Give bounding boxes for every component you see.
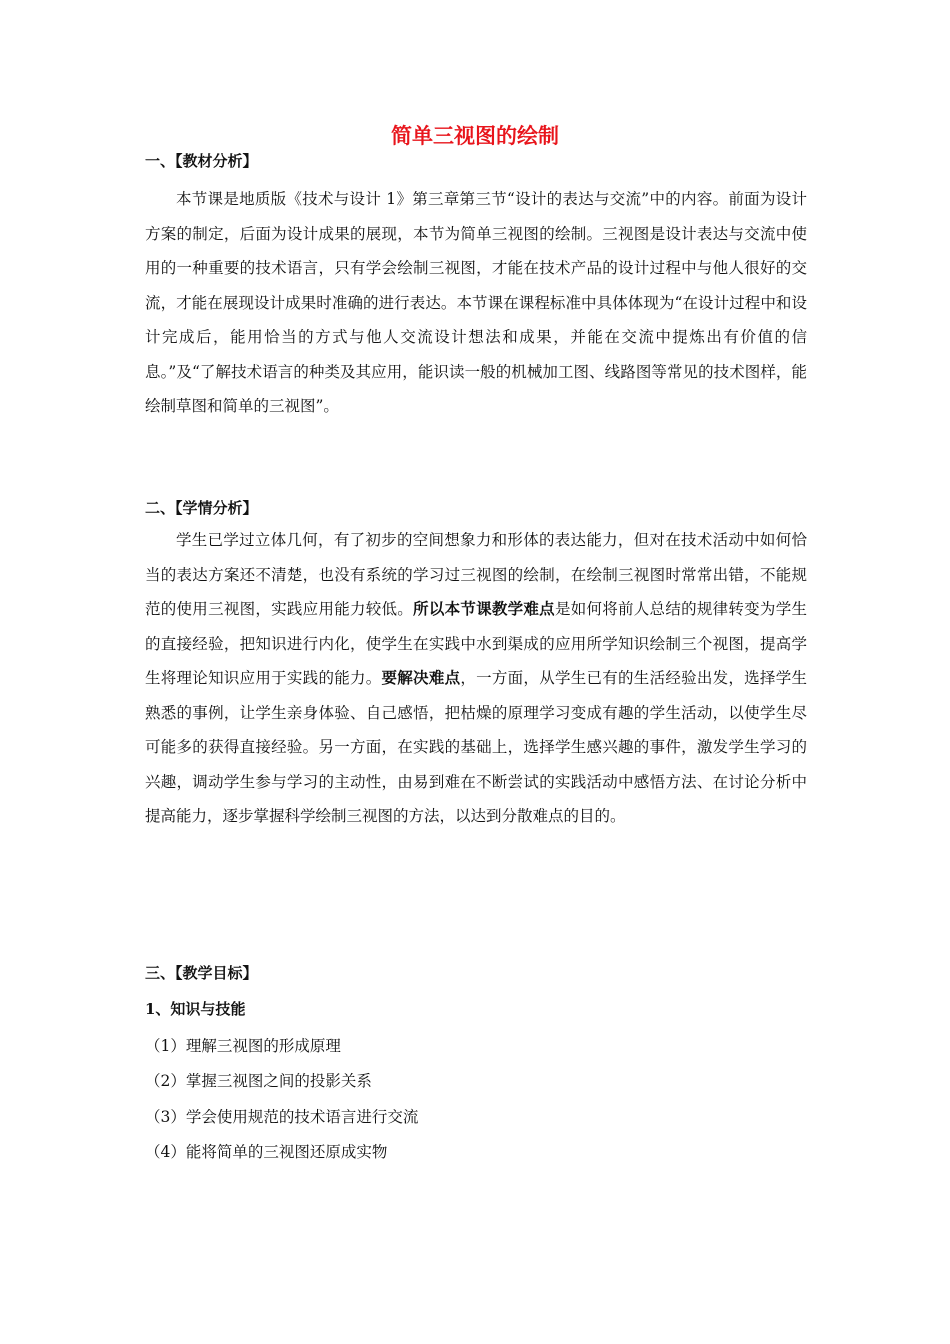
list-item: （3）学会使用规范的技术语言进行交流 <box>145 1108 419 1126</box>
section-heading-textbook-analysis: 一、【教材分析】 <box>145 152 258 170</box>
student-analysis-text-part1: 学生已学过立体几何，有了初步的空间想象力和形体的表达能力，但对在技术活动中如何恰当的表达方案还不清楚，也没有系统的学习过三视图的绘制，在绘制三视图时常常出错，不能规范的使用三视图，实践应用能力较低。 <box>145 531 807 618</box>
list-item: （2）掌握三视图之间的投影关系 <box>145 1072 372 1090</box>
student-analysis-text-part3: ，一方面，从学生已有的生活经验出发，选择学生熟悉的事例，让学生亲身体验、自己感悟，把枯燥的原理学习变成有趣的学生活动，以使学生尽可能多的获得直接经验。另一方面，在实践的基础上，选择学生感兴趣的事件，激发学生学习的兴趣，调动学生参与学习的主动性，由易到难在不断尝试的实践活动中感悟方法、在讨论分析中提高能力，逐步掌握科学绘制三视图的方法，以达到分散难点的目的。 <box>145 669 807 825</box>
subheading-knowledge-and-skills: 1、知识与技能 <box>145 1000 246 1018</box>
list-item: （1）理解三视图的形成原理 <box>145 1037 341 1055</box>
document-title: 简单三视图的绘制 <box>391 123 559 148</box>
emphasis-teaching-difficulty: 所以本节课教学难点 <box>413 599 555 618</box>
section-heading-student-analysis: 二、【学情分析】 <box>145 499 258 517</box>
section-heading-teaching-objectives: 三、【教学目标】 <box>145 964 258 982</box>
paragraph-textbook-analysis: 本节课是地质版《技术与设计 1》第三章第三节“设计的表达与交流”中的内容。前面为设计方案的制定，后面为设计成果的展现，本节为简单三视图的绘制。三视图是设计表达与交流中使用的一种重要的技术语言，只有学会绘制三视图，才能在技术产品的设计过程中与他人很好的交流，才能在展现设计成果时准确的进行表达。本节课在课程标准中具体体现为“在设计过程中和设计完成后，能用恰当的方式与他人交流设计想法和成果，并能在交流中提炼出有价值的信息。”及“了解技术语言的种类及其应用，能识读一般的机械加工图、线路图等常见的技术图样，能绘制草图和简单的三视图”。 <box>145 190 807 415</box>
paragraph-student-analysis <box>145 523 807 834</box>
emphasis-solve-difficulty: 要解决难点 <box>381 668 461 687</box>
student-analysis-text-part2: 是如何将前人总结的规律转变为学生的直接经验，把知识进行内化，使学生在实践中水到渠成的应用所学知识绘制三个视图，提高学生将理论知识应用于实践的能力。 <box>145 600 807 687</box>
list-item: （4）能将简单的三视图还原成实物 <box>145 1143 388 1161</box>
